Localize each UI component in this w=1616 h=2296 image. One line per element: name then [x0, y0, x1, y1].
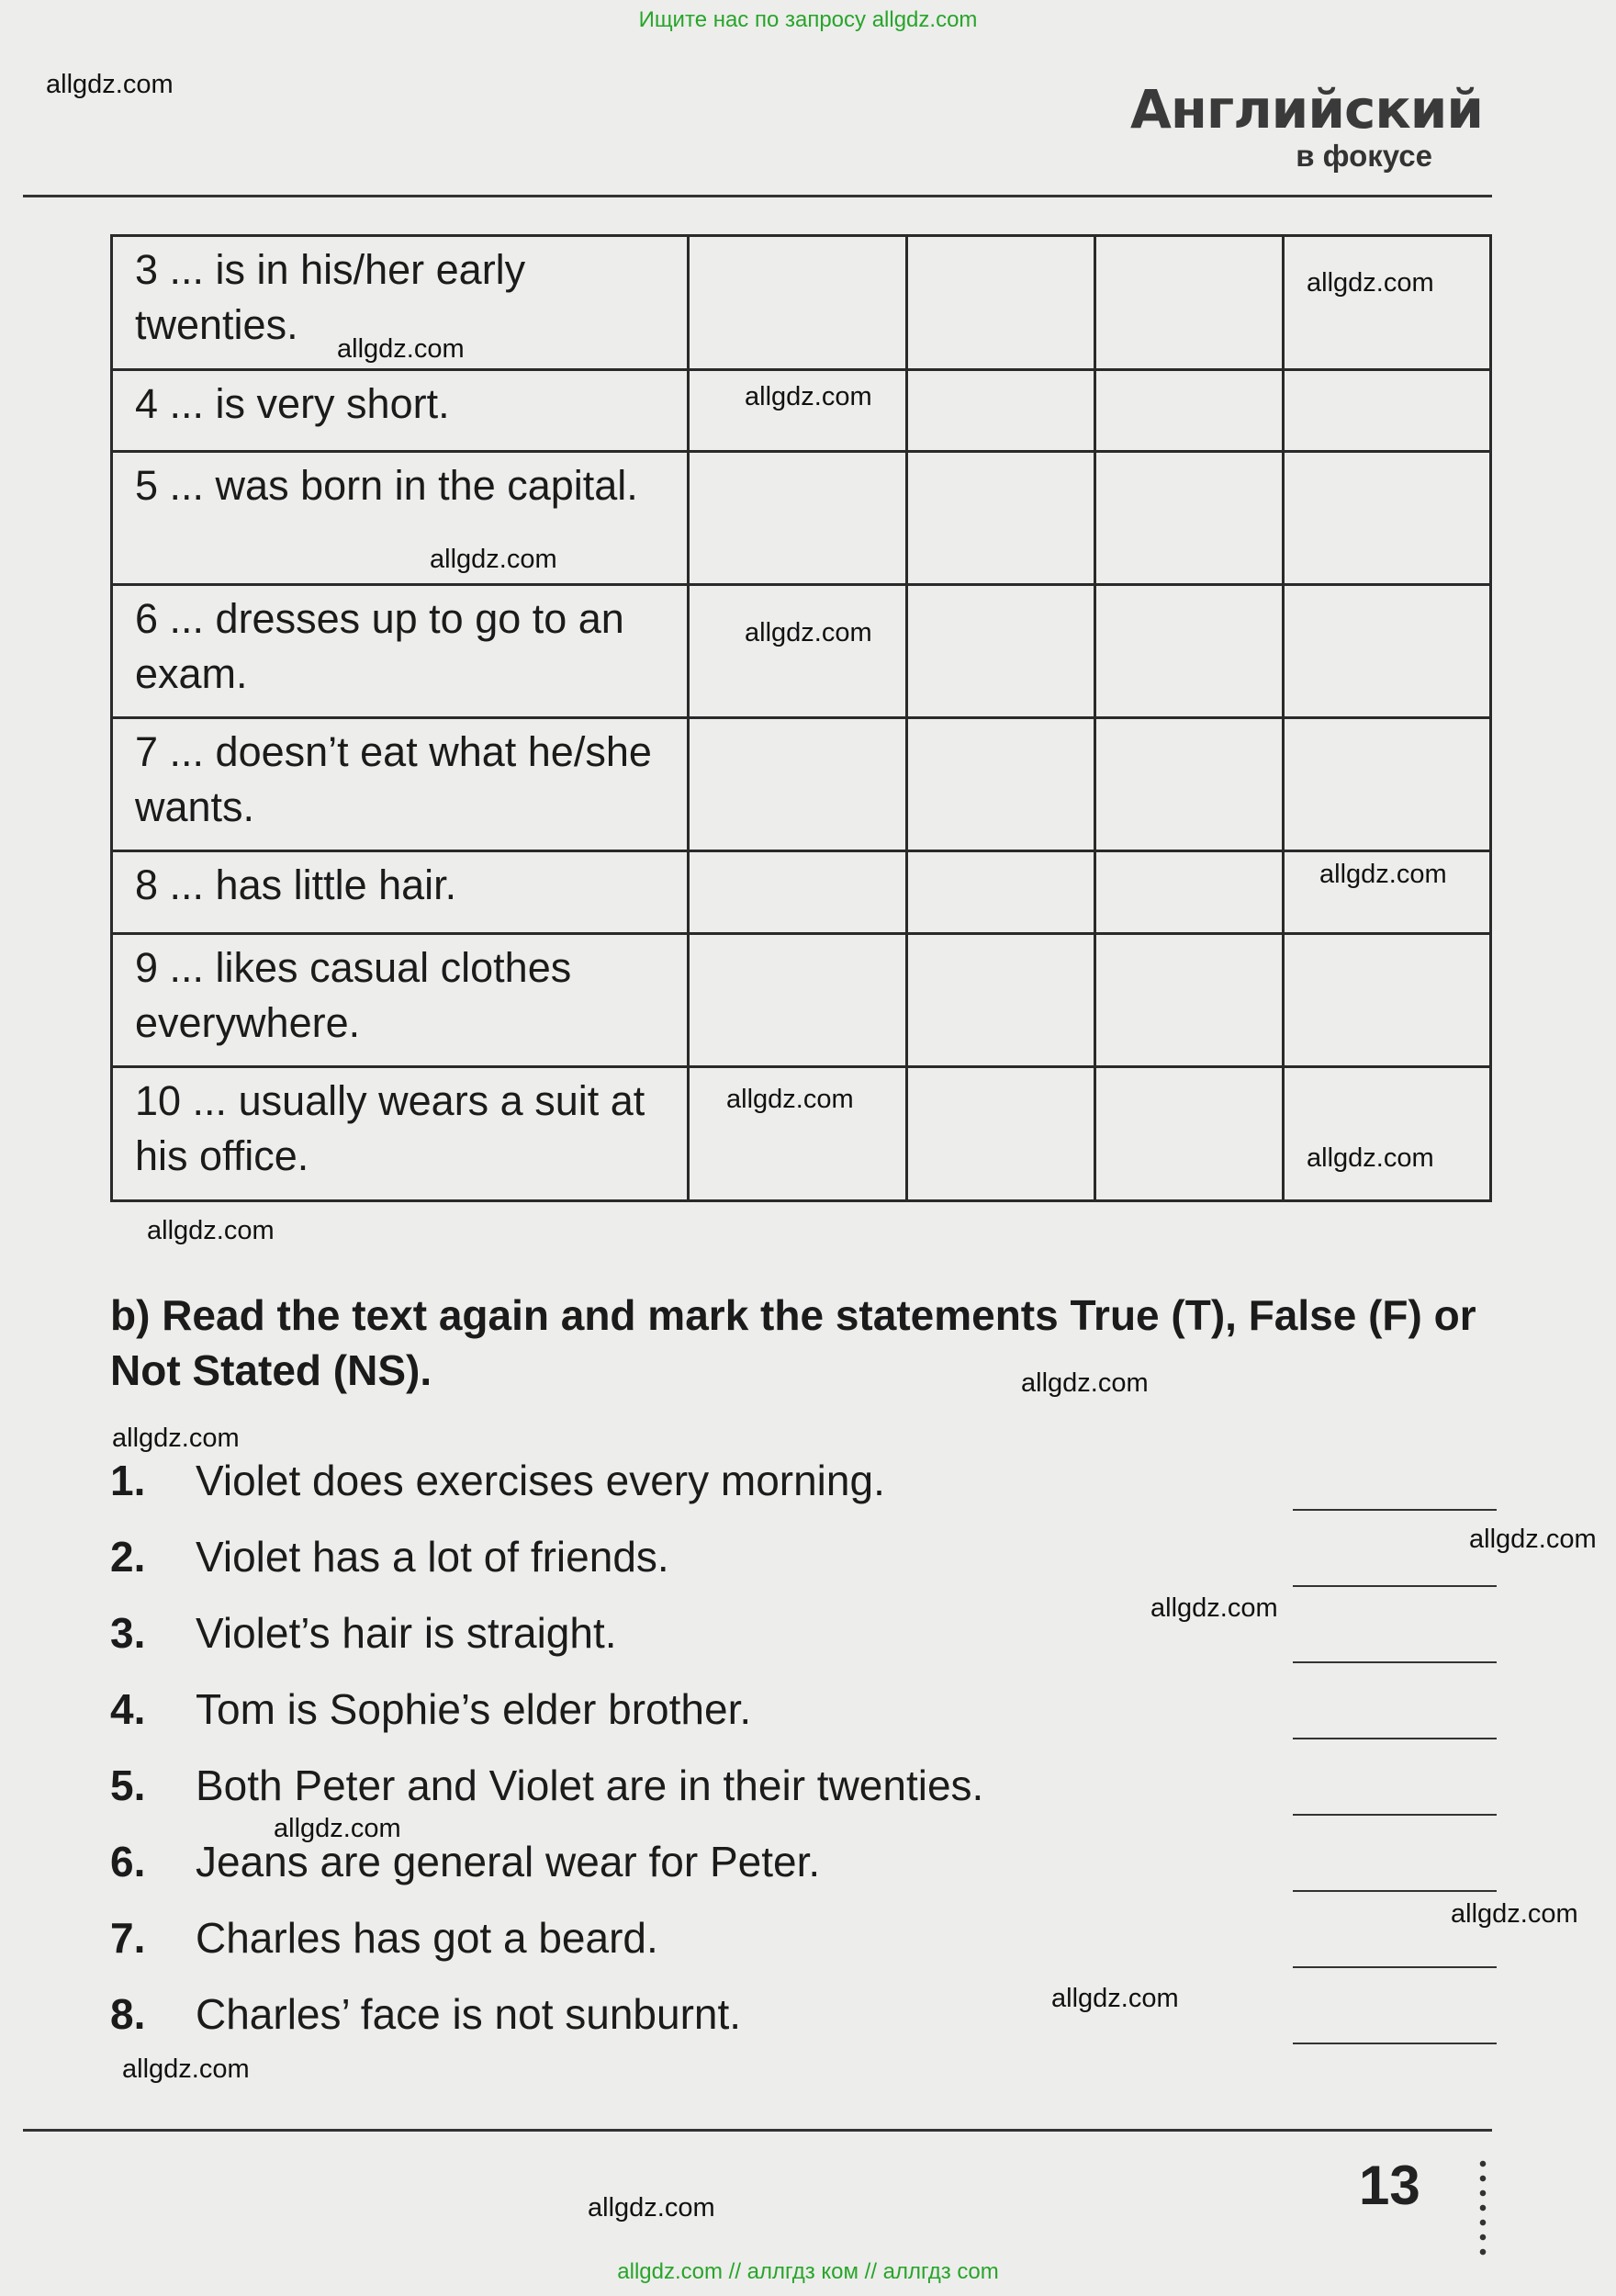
answer-cell[interactable]	[1284, 1067, 1491, 1201]
statement-text: Tom is Sophie’s elder brother.	[196, 1685, 752, 1733]
answer-line[interactable]	[1293, 1890, 1497, 1892]
answer-cell[interactable]	[907, 452, 1095, 585]
footer-banner[interactable]: allgdz.com // аллгдз ком // аллгдз com	[617, 2259, 999, 2284]
answer-table	[110, 234, 1492, 1202]
answer-cell[interactable]	[1095, 585, 1284, 718]
answer-cell[interactable]	[907, 718, 1095, 851]
statement-item	[110, 1532, 1497, 1609]
answer-cell[interactable]	[1284, 718, 1491, 851]
statement-item	[110, 1913, 1497, 1990]
table-row	[112, 718, 1491, 851]
logo	[1129, 78, 1492, 179]
statement-text: Charles has got a beard.	[196, 1914, 658, 1962]
watermark: allgdz.com	[337, 334, 465, 364]
watermark: allgdz.com	[46, 70, 174, 99]
answer-cell[interactable]	[1095, 236, 1284, 370]
statement-item	[110, 1989, 1497, 2066]
answer-line[interactable]	[1293, 1661, 1497, 1663]
logo-title: Английский	[1129, 78, 1483, 141]
table-row	[112, 452, 1491, 585]
answer-cell[interactable]	[689, 718, 907, 851]
statement-text: Jeans are general wear for Peter.	[196, 1838, 821, 1885]
statement-number: 1.	[110, 1457, 146, 1504]
table-row	[112, 370, 1491, 452]
answer-cell[interactable]	[907, 851, 1095, 934]
row-label: 6 ... dresses up to go to an exam.	[112, 585, 689, 718]
statement-text: Both Peter and Violet are in their twenties.	[196, 1761, 984, 1809]
answer-cell[interactable]	[1095, 1067, 1284, 1201]
row-label: 3 ... is in his/her early twenties. allgdz.com	[112, 236, 689, 370]
answer-cell[interactable]	[1284, 851, 1491, 934]
answer-line[interactable]	[1293, 1509, 1497, 1511]
statement-text: Violet’s hair is straight.	[196, 1609, 617, 1657]
answer-cell[interactable]	[689, 1067, 907, 1201]
watermark: allgdz.com	[274, 1814, 401, 1843]
watermark: allgdz.com	[1319, 860, 1447, 889]
answer-cell[interactable]	[689, 851, 907, 934]
row-label: 4 ... is very short.	[112, 370, 689, 452]
watermark: allgdz.com	[726, 1085, 854, 1114]
statement-item	[110, 1456, 1497, 1533]
answer-cell[interactable]	[907, 934, 1095, 1067]
row-label: 5 ... was born in the capital. allgdz.com	[112, 452, 689, 585]
answer-line[interactable]	[1293, 1814, 1497, 1816]
watermark: allgdz.com	[1307, 268, 1434, 298]
answer-cell[interactable]	[907, 236, 1095, 370]
row-label: 9 ... likes casual clothes everywhere.	[112, 934, 689, 1067]
answer-cell[interactable]	[689, 236, 907, 370]
watermark: allgdz.com	[1051, 1984, 1179, 2013]
answer-cell[interactable]	[1095, 370, 1284, 452]
table-row	[112, 934, 1491, 1067]
statement-text: Violet has a lot of friends.	[196, 1533, 669, 1581]
statement-item	[110, 1608, 1497, 1685]
header-rule	[23, 195, 1492, 197]
row-label: 7 ... doesn’t eat what he/she wants.	[112, 718, 689, 851]
watermark: allgdz.com	[1469, 1525, 1597, 1554]
statement-number: 8.	[110, 1990, 146, 2038]
page-number: 13	[1359, 2155, 1420, 2216]
answer-cell[interactable]	[1284, 585, 1491, 718]
watermark: allgdz.com	[112, 1424, 240, 1453]
statement-text: Charles’ face is not sunburnt.	[196, 1990, 742, 2038]
table-row	[112, 851, 1491, 934]
answer-cell[interactable]	[1284, 370, 1491, 452]
answer-line[interactable]	[1293, 2043, 1497, 2044]
answer-cell[interactable]	[907, 1067, 1095, 1201]
answer-cell[interactable]	[689, 370, 907, 452]
answer-cell[interactable]	[689, 585, 907, 718]
statement-item	[110, 1684, 1497, 1761]
watermark: allgdz.com	[122, 2054, 250, 2084]
watermark: allgdz.com	[430, 545, 557, 574]
answer-cell[interactable]	[689, 452, 907, 585]
answer-line[interactable]	[1293, 1738, 1497, 1739]
top-banner[interactable]: Ищите нас по запросу allgdz.com	[638, 7, 978, 32]
table-row	[112, 585, 1491, 718]
watermark: allgdz.com	[1021, 1368, 1149, 1398]
watermark: allgdz.com	[1307, 1143, 1434, 1173]
dotted-margin-marker	[1478, 2156, 1487, 2257]
answer-cell[interactable]	[907, 370, 1095, 452]
answer-line[interactable]	[1293, 1585, 1497, 1587]
watermark: allgdz.com	[1451, 1899, 1578, 1929]
answer-cell[interactable]	[1284, 236, 1491, 370]
statement-number: 2.	[110, 1533, 146, 1581]
answer-line[interactable]	[1293, 1966, 1497, 1968]
answer-cell[interactable]	[1284, 452, 1491, 585]
statement-number: 6.	[110, 1838, 146, 1885]
watermark: allgdz.com	[745, 618, 872, 647]
answer-cell[interactable]	[1284, 934, 1491, 1067]
table-row	[112, 236, 1491, 370]
answer-cell[interactable]	[1095, 452, 1284, 585]
answer-cell[interactable]	[1095, 851, 1284, 934]
logo-subtitle: в фокусе	[1296, 139, 1432, 173]
statement-number: 5.	[110, 1761, 146, 1809]
exercise-heading: b) Read the text again and mark the statements True (T), False (F) or Not Stated (NS).	[110, 1291, 1476, 1394]
row-label: 10 ... usually wears a suit at his office.	[112, 1067, 689, 1201]
statement-number: 4.	[110, 1685, 146, 1733]
statement-item	[110, 1837, 1497, 1914]
watermark: allgdz.com	[588, 2193, 715, 2223]
answer-cell[interactable]	[907, 585, 1095, 718]
statement-number: 3.	[110, 1609, 146, 1657]
statement-number: 7.	[110, 1914, 146, 1962]
watermark: allgdz.com	[147, 1216, 275, 1245]
footer-rule	[23, 2129, 1492, 2132]
table-row	[112, 1067, 1491, 1201]
answer-cell[interactable]	[1095, 718, 1284, 851]
answer-cell[interactable]	[1095, 934, 1284, 1067]
watermark: allgdz.com	[1150, 1593, 1278, 1623]
answer-cell[interactable]	[689, 934, 907, 1067]
watermark: allgdz.com	[745, 382, 872, 411]
row-label: 8 ... has little hair.	[112, 851, 689, 934]
statement-text: Violet does exercises every morning.	[196, 1457, 885, 1504]
